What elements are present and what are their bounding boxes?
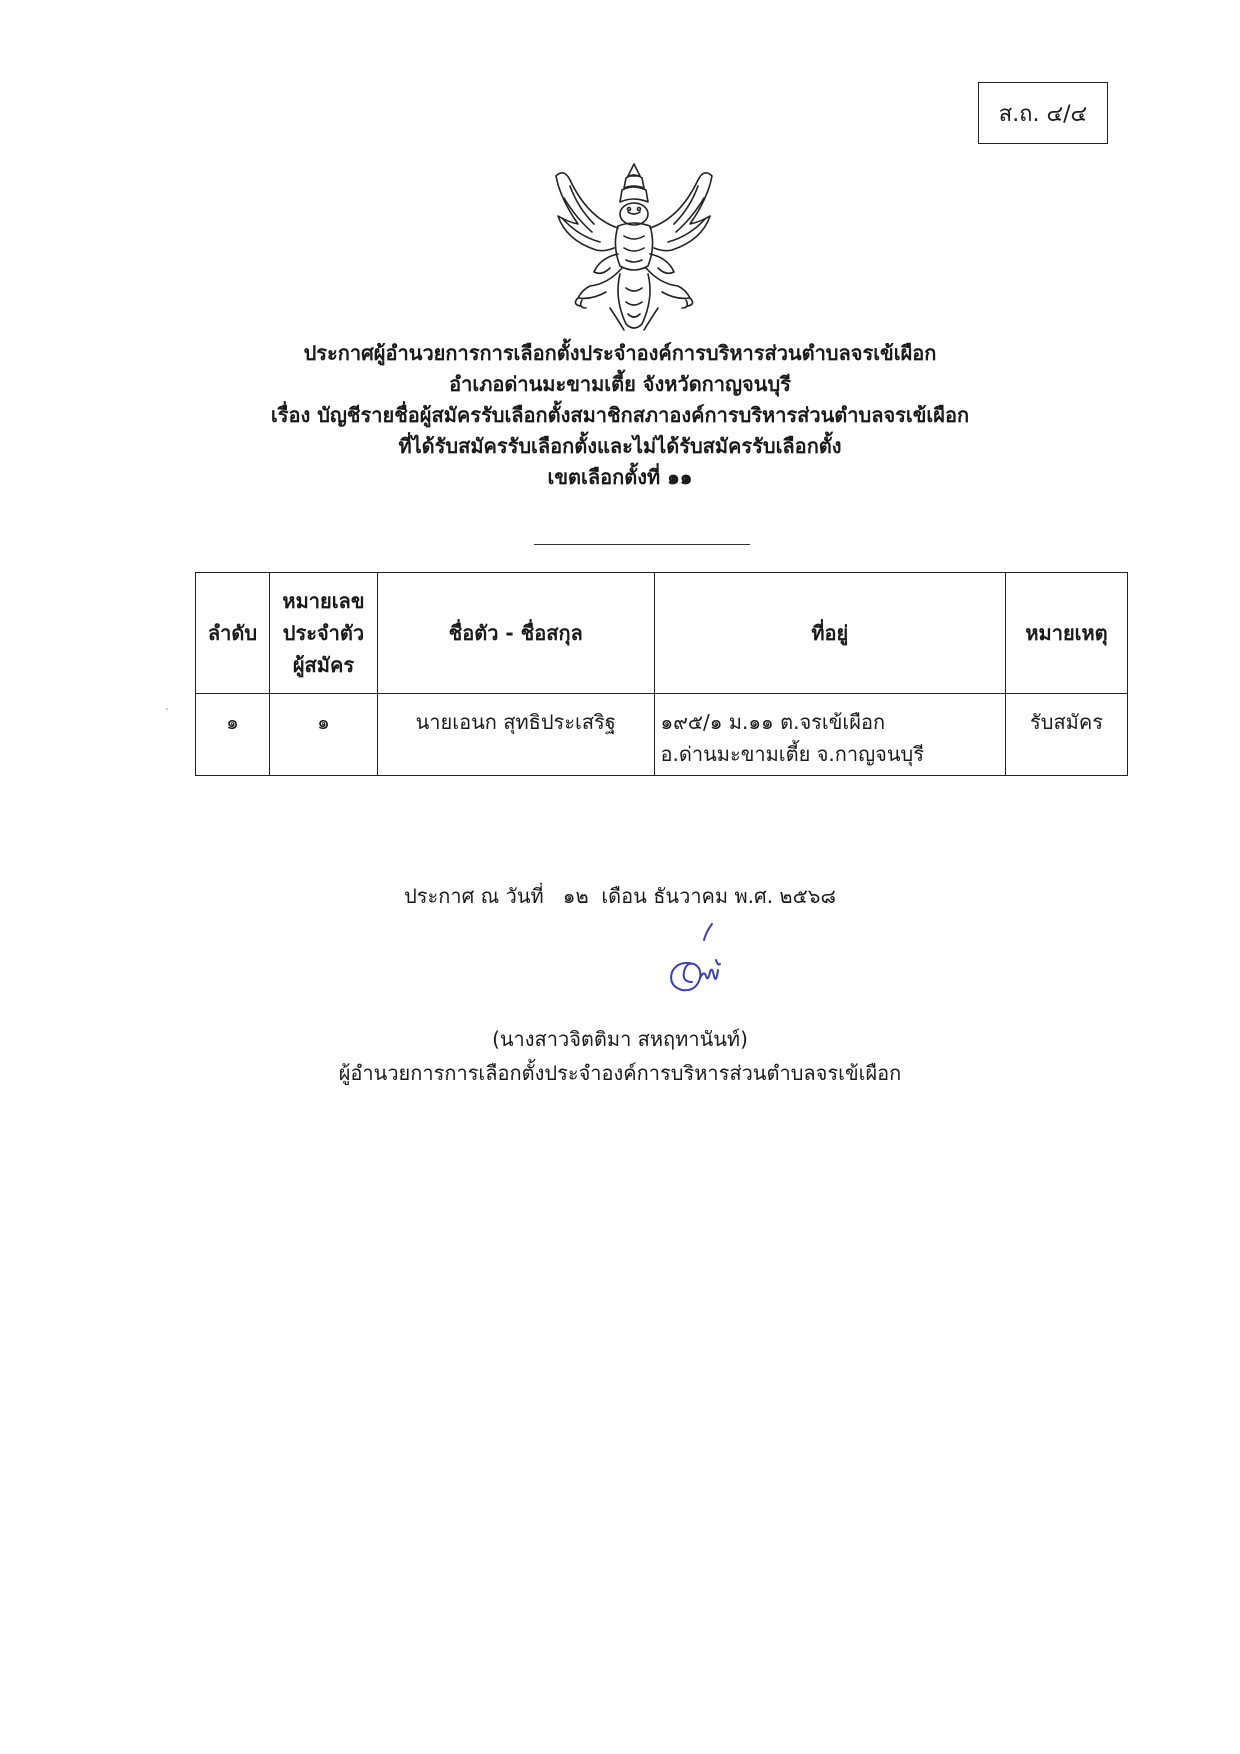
cell-remark: รับสมัคร [1006,694,1128,776]
header-address: ที่อยู่ [654,573,1006,694]
candidate-table [195,572,1128,776]
heading-divider [534,544,750,545]
signer-name: (นางสาวจิตติมา สหฤทานันท์) [492,1027,748,1051]
handwritten-signature [660,920,740,1002]
cell-order: ๑ [196,694,270,776]
heading-line-3: เรื่อง บัญชีรายชื่อผู้สมัครรับเลือกตั้งสมาชิกสภาองค์การบริหารส่วนตำบลจรเข้เผือก [270,403,970,427]
header-remark: หมายเหตุ [1006,573,1128,694]
header-order: ลำดับ [196,573,270,694]
header-candidate-number-line-1: หมายเลข [282,589,365,613]
signer-title: ผู้อำนวยการการเลือกตั้งประจำองค์การบริหารส่วนตำบลจรเข้เผือก [338,1061,902,1085]
cell-address [654,694,1006,776]
announcement-date: ประกาศ ณ วันที่ ๑๒ เดือน ธันวาคม พ.ศ. ๒๕๖๘ [404,884,836,908]
header-candidate-number [269,573,377,694]
scan-speck [166,708,168,710]
table-row [196,694,1128,776]
cell-name: นายเอนก สุทธิประเสริฐ [377,694,654,776]
announcement-heading [0,338,1240,493]
cell-candidate-number: ๑ [269,694,377,776]
cell-address-line-2: อ.ด่านมะขามเตี้ย จ.กาญจนบุรี [660,742,924,766]
heading-line-2: อำเภอด่านมะขามเตี้ย จังหวัดกาญจนบุรี [449,372,791,396]
header-candidate-number-line-3: ผู้สมัคร [292,653,355,677]
garuda-emblem-icon [548,158,720,338]
cell-address-line-1: ๑๙๕/๑ ม.๑๑ ต.จรเข้เผือก [660,710,886,734]
heading-line-5: เขตเลือกตั้งที่ ๑๑ [547,465,693,489]
form-code-box [978,82,1108,144]
header-name: ชื่อตัว - ชื่อสกุล [377,573,654,694]
table-header-row [196,573,1128,694]
form-code-label: ส.ถ. ๔/๔ [998,101,1088,127]
heading-line-4: ที่ได้รับสมัครรับเลือกตั้งและไม่ได้รับสมัครรับเลือกตั้ง [398,434,842,458]
header-candidate-number-line-2: ประจำตัว [282,621,365,645]
heading-line-1: ประกาศผู้อำนวยการการเลือกตั้งประจำองค์การบริหารส่วนตำบลจรเข้เผือก [303,341,937,365]
